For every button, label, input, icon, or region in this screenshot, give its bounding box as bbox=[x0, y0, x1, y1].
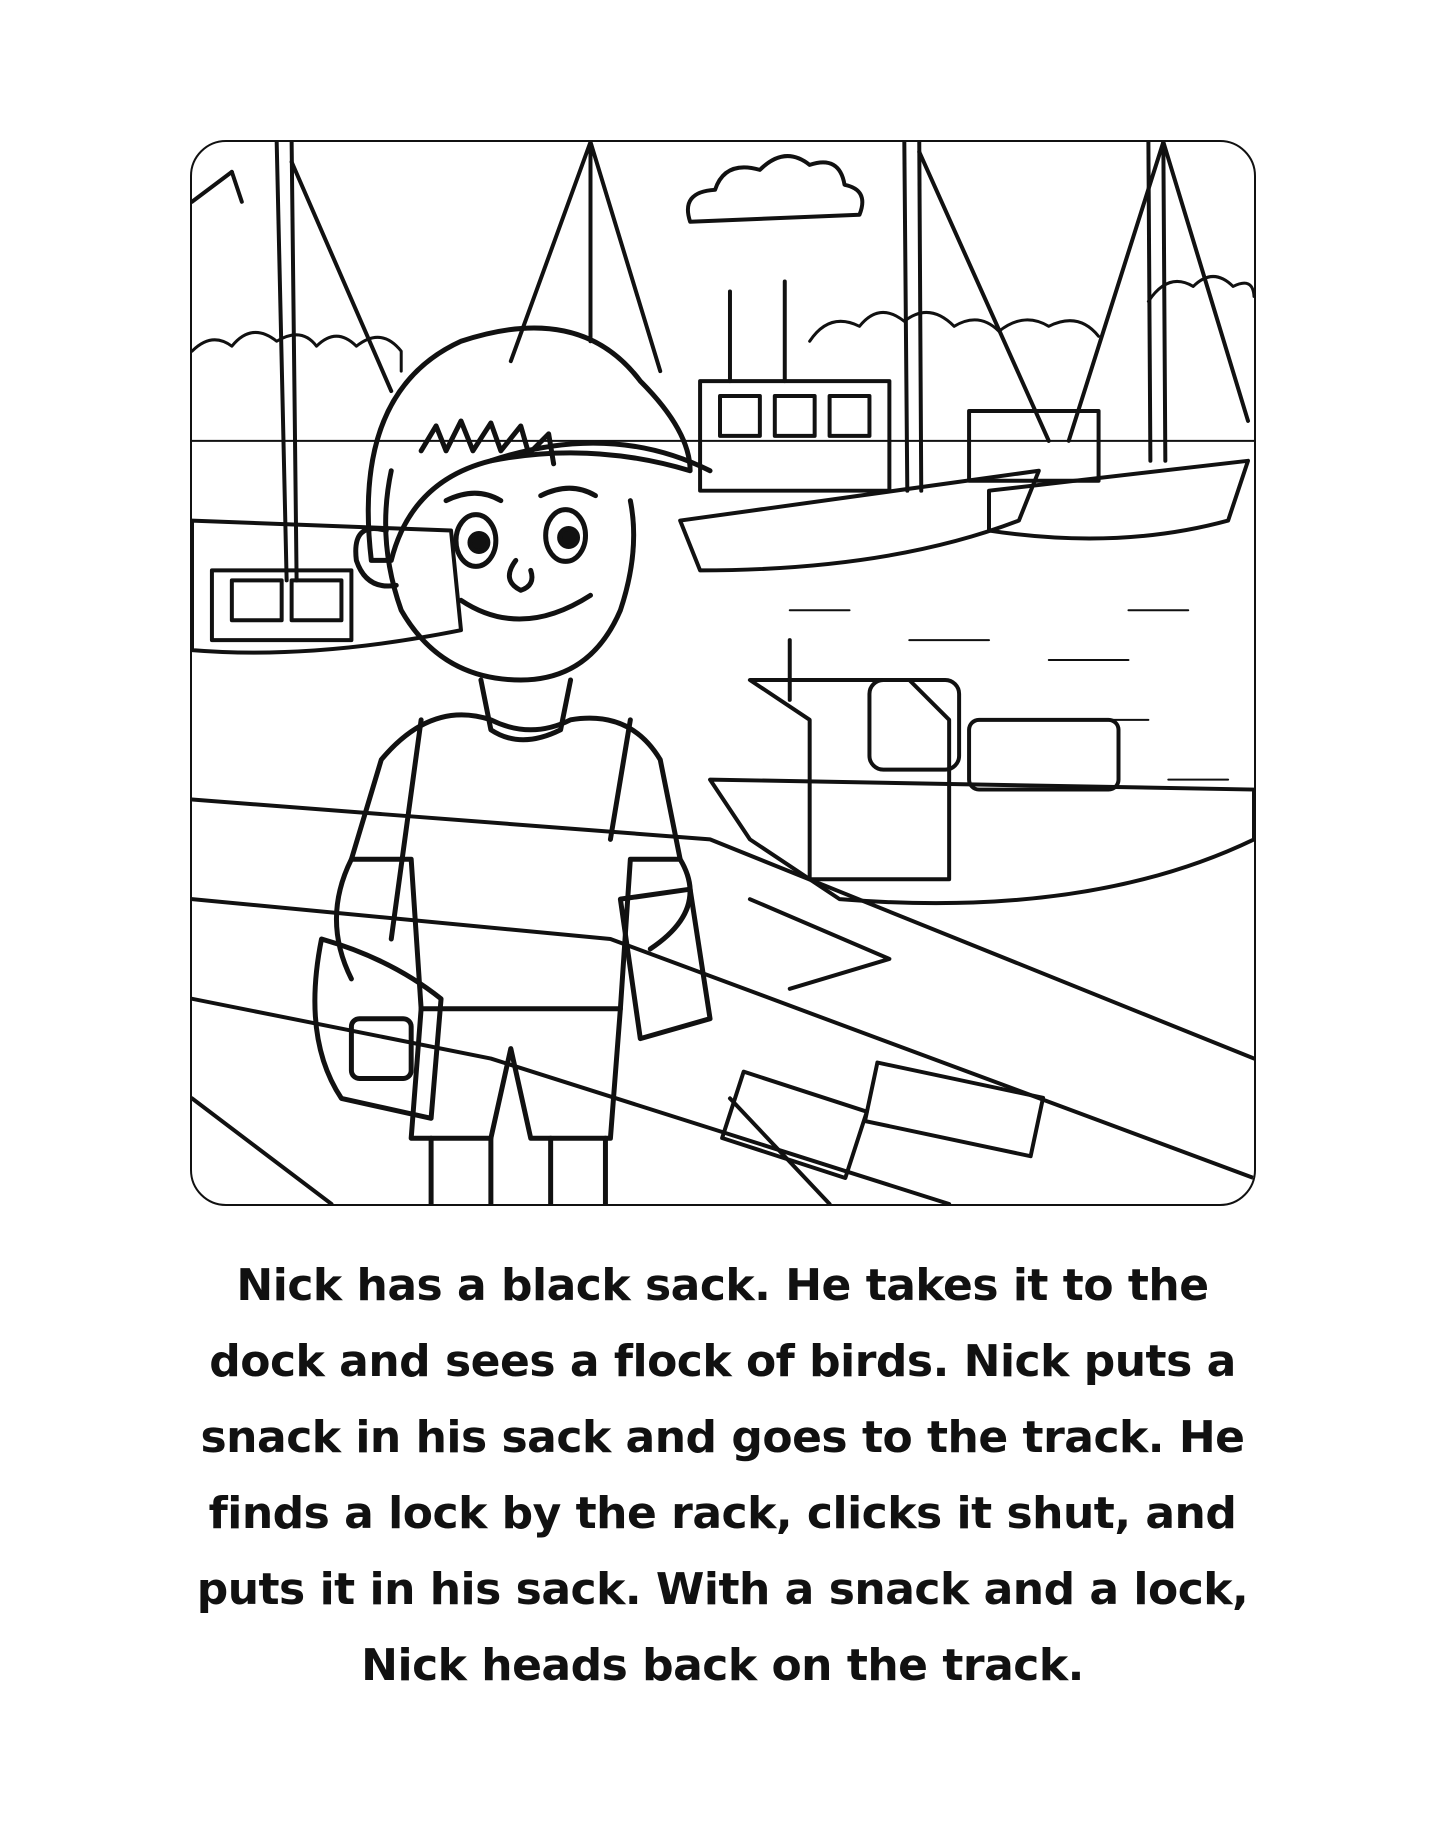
story-line-2: dock and sees a flock of birds. Nick puts a bbox=[209, 1336, 1236, 1387]
coloring-illustration bbox=[190, 140, 1256, 1206]
story-text bbox=[150, 1248, 1295, 1704]
boy-character-drawing bbox=[315, 328, 710, 1204]
story-line-5: puts it in his sack. With a snack and a lock, bbox=[196, 1564, 1249, 1615]
moored-boats-drawing bbox=[192, 281, 1248, 652]
cloud-drawing bbox=[688, 156, 862, 222]
story-line-6: Nick heads back on the track. bbox=[361, 1640, 1084, 1691]
story-line-4: finds a lock by the rack, clicks it shut, and bbox=[208, 1488, 1237, 1539]
story-line-3: snack in his sack and goes to the track. He bbox=[200, 1412, 1245, 1463]
story-line-1: Nick has a black sack. He takes it to the bbox=[236, 1260, 1209, 1311]
water-ripples-drawing bbox=[790, 610, 1228, 779]
motorboat-drawing bbox=[710, 640, 1254, 903]
